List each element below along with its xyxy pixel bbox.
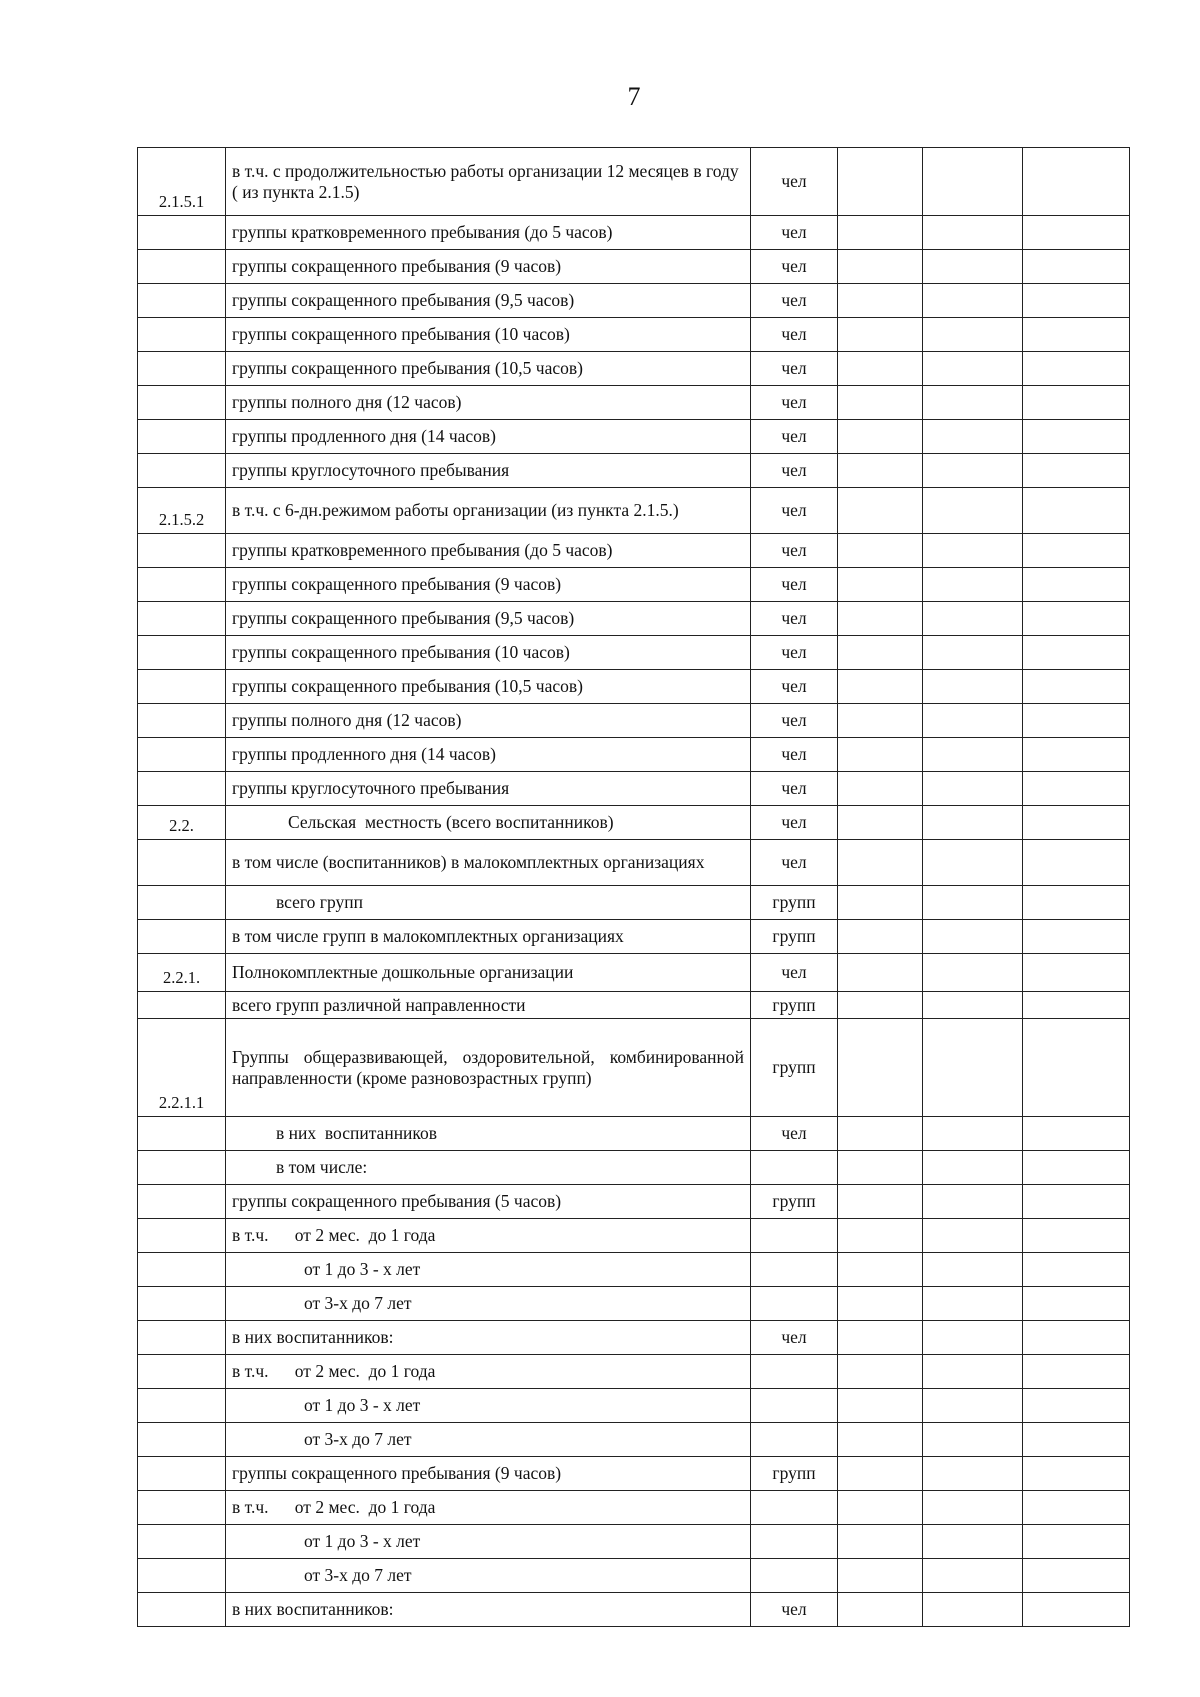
table-row	[138, 1253, 1130, 1287]
row-code	[138, 1525, 226, 1559]
value-cell-2	[923, 1253, 1023, 1287]
row-indicator-name: в т.ч. от 2 мес. до 1 года	[226, 1355, 751, 1389]
value-cell-2	[923, 840, 1023, 886]
row-unit: чел	[751, 534, 838, 568]
value-cell-1	[838, 704, 923, 738]
value-cell-1	[838, 1253, 923, 1287]
row-code	[138, 1457, 226, 1491]
row-unit	[751, 1559, 838, 1593]
row-indicator-name: группы кратковременного пребывания (до 5 часов)	[226, 534, 751, 568]
value-cell-2	[923, 352, 1023, 386]
value-cell-3	[1023, 1457, 1130, 1491]
value-cell-3	[1023, 1151, 1130, 1185]
value-cell-3	[1023, 954, 1130, 992]
value-cell-2	[923, 886, 1023, 920]
table-row	[138, 1185, 1130, 1219]
value-cell-2	[923, 1219, 1023, 1253]
row-code	[138, 1491, 226, 1525]
row-code: 2.1.5.1	[138, 148, 226, 216]
value-cell-1	[838, 738, 923, 772]
value-cell-3	[1023, 1593, 1130, 1627]
row-indicator-name: от 3-х до 7 лет	[226, 1287, 751, 1321]
row-indicator-name: в том числе (воспитанников) в малокомплектных организациях	[226, 840, 751, 886]
row-indicator-name: группы продленного дня (14 часов)	[226, 420, 751, 454]
value-cell-1	[838, 1525, 923, 1559]
table-row	[138, 1321, 1130, 1355]
row-unit: чел	[751, 1117, 838, 1151]
value-cell-3	[1023, 670, 1130, 704]
row-code	[138, 534, 226, 568]
row-code	[138, 920, 226, 954]
row-unit	[751, 1423, 838, 1457]
row-code	[138, 1593, 226, 1627]
value-cell-2	[923, 602, 1023, 636]
table-row	[138, 1491, 1130, 1525]
value-cell-2	[923, 670, 1023, 704]
value-cell-3	[1023, 250, 1130, 284]
value-cell-1	[838, 284, 923, 318]
row-indicator-name: группы сокращенного пребывания (10 часов)	[226, 636, 751, 670]
row-code	[138, 670, 226, 704]
value-cell-1	[838, 772, 923, 806]
value-cell-1	[838, 1457, 923, 1491]
row-unit: чел	[751, 420, 838, 454]
row-code	[138, 1219, 226, 1253]
page-number: 7	[627, 82, 641, 111]
value-cell-3	[1023, 386, 1130, 420]
value-cell-3	[1023, 534, 1130, 568]
value-cell-3	[1023, 1219, 1130, 1253]
value-cell-3	[1023, 454, 1130, 488]
table-row	[138, 488, 1130, 534]
table-row	[138, 352, 1130, 386]
row-indicator-name: группы круглосуточного пребывания	[226, 454, 751, 488]
value-cell-3	[1023, 992, 1130, 1019]
row-unit: чел	[751, 318, 838, 352]
row-code	[138, 1151, 226, 1185]
value-cell-1	[838, 670, 923, 704]
table-row	[138, 806, 1130, 840]
row-unit: чел	[751, 772, 838, 806]
value-cell-1	[838, 1355, 923, 1389]
row-indicator-name: группы продленного дня (14 часов)	[226, 738, 751, 772]
table-row	[138, 992, 1130, 1019]
value-cell-3	[1023, 352, 1130, 386]
table-row	[138, 1355, 1130, 1389]
table-row	[138, 920, 1130, 954]
value-cell-2	[923, 1559, 1023, 1593]
value-cell-3	[1023, 1321, 1130, 1355]
row-indicator-name: группы сокращенного пребывания (9 часов)	[226, 568, 751, 602]
row-unit: чел	[751, 386, 838, 420]
table-row	[138, 454, 1130, 488]
table-row	[138, 670, 1130, 704]
value-cell-2	[923, 250, 1023, 284]
value-cell-3	[1023, 568, 1130, 602]
row-unit: чел	[751, 670, 838, 704]
table-row	[138, 318, 1130, 352]
value-cell-3	[1023, 488, 1130, 534]
value-cell-1	[838, 318, 923, 352]
row-indicator-name: в т.ч. от 2 мес. до 1 года	[226, 1219, 751, 1253]
value-cell-1	[838, 216, 923, 250]
row-indicator-name: от 3-х до 7 лет	[226, 1559, 751, 1593]
row-unit: чел	[751, 454, 838, 488]
value-cell-2	[923, 636, 1023, 670]
value-cell-1	[838, 250, 923, 284]
value-cell-2	[923, 386, 1023, 420]
row-code	[138, 602, 226, 636]
row-code	[138, 1559, 226, 1593]
row-unit: групп	[751, 920, 838, 954]
value-cell-3	[1023, 148, 1130, 216]
table-row	[138, 148, 1130, 216]
value-cell-1	[838, 1117, 923, 1151]
row-unit: чел	[751, 1321, 838, 1355]
value-cell-3	[1023, 636, 1130, 670]
row-code: 2.1.5.2	[138, 488, 226, 534]
table-row	[138, 534, 1130, 568]
value-cell-1	[838, 534, 923, 568]
value-cell-1	[838, 352, 923, 386]
row-unit	[751, 1253, 838, 1287]
value-cell-2	[923, 318, 1023, 352]
row-code	[138, 992, 226, 1019]
row-unit: чел	[751, 148, 838, 216]
value-cell-2	[923, 488, 1023, 534]
table-row	[138, 886, 1130, 920]
row-unit	[751, 1151, 838, 1185]
value-cell-2	[923, 1151, 1023, 1185]
row-unit: чел	[751, 250, 838, 284]
table-row	[138, 1457, 1130, 1491]
row-unit: групп	[751, 1019, 838, 1117]
row-code	[138, 318, 226, 352]
row-unit	[751, 1355, 838, 1389]
table-row	[138, 704, 1130, 738]
value-cell-1	[838, 568, 923, 602]
value-cell-3	[1023, 704, 1130, 738]
row-unit	[751, 1287, 838, 1321]
row-indicator-name: в т.ч. с 6-дн.режимом работы организации (из пункта 2.1.5.)	[226, 488, 751, 534]
value-cell-2	[923, 1019, 1023, 1117]
value-cell-3	[1023, 1525, 1130, 1559]
value-cell-3	[1023, 886, 1130, 920]
row-unit: чел	[751, 284, 838, 318]
row-code	[138, 772, 226, 806]
table-row	[138, 1593, 1130, 1627]
table-row	[138, 1151, 1130, 1185]
value-cell-3	[1023, 1491, 1130, 1525]
row-indicator-name: группы сокращенного пребывания (10,5 часов)	[226, 352, 751, 386]
row-code	[138, 420, 226, 454]
value-cell-3	[1023, 840, 1130, 886]
value-cell-2	[923, 920, 1023, 954]
row-unit	[751, 1491, 838, 1525]
row-unit	[751, 1389, 838, 1423]
table-row	[138, 568, 1130, 602]
row-indicator-name: группы сокращенного пребывания (9 часов)	[226, 250, 751, 284]
value-cell-3	[1023, 1559, 1130, 1593]
row-indicator-name: всего групп различной направленности	[226, 992, 751, 1019]
table-row	[138, 420, 1130, 454]
table-row	[138, 250, 1130, 284]
value-cell-2	[923, 738, 1023, 772]
row-unit: чел	[751, 488, 838, 534]
table-row	[138, 954, 1130, 992]
row-indicator-name: Сельская местность (всего воспитанников)	[226, 806, 751, 840]
value-cell-3	[1023, 284, 1130, 318]
row-indicator-name: группы сокращенного пребывания (10 часов)	[226, 318, 751, 352]
table-row	[138, 216, 1130, 250]
value-cell-3	[1023, 1287, 1130, 1321]
row-unit: чел	[751, 216, 838, 250]
row-indicator-name: в них воспитанников:	[226, 1593, 751, 1627]
row-code	[138, 704, 226, 738]
table-row	[138, 1423, 1130, 1457]
table-row	[138, 738, 1130, 772]
value-cell-3	[1023, 318, 1130, 352]
value-cell-1	[838, 1389, 923, 1423]
value-cell-3	[1023, 1355, 1130, 1389]
value-cell-3	[1023, 806, 1130, 840]
value-cell-1	[838, 454, 923, 488]
row-indicator-name: от 1 до 3 - х лет	[226, 1253, 751, 1287]
value-cell-2	[923, 454, 1023, 488]
row-indicator-name: группы кратковременного пребывания (до 5 часов)	[226, 216, 751, 250]
value-cell-2	[923, 992, 1023, 1019]
row-code	[138, 352, 226, 386]
value-cell-1	[838, 840, 923, 886]
row-indicator-name: в них воспитанников:	[226, 1321, 751, 1355]
value-cell-1	[838, 148, 923, 216]
value-cell-2	[923, 806, 1023, 840]
row-code	[138, 1355, 226, 1389]
row-unit: групп	[751, 992, 838, 1019]
value-cell-3	[1023, 1019, 1130, 1117]
row-indicator-name: Группы общеразвивающей, оздоровительной, комбинированной направленности (кроме разновозрастных групп)	[226, 1019, 751, 1117]
value-cell-3	[1023, 1185, 1130, 1219]
value-cell-1	[838, 806, 923, 840]
value-cell-1	[838, 1559, 923, 1593]
row-code: 2.2.	[138, 806, 226, 840]
value-cell-1	[838, 420, 923, 454]
row-indicator-name: всего групп	[226, 886, 751, 920]
row-code	[138, 738, 226, 772]
value-cell-3	[1023, 738, 1130, 772]
row-code: 2.2.1.1	[138, 1019, 226, 1117]
row-unit: чел	[751, 704, 838, 738]
row-unit	[751, 1219, 838, 1253]
table-row	[138, 1525, 1130, 1559]
value-cell-1	[838, 1151, 923, 1185]
row-indicator-name: группы сокращенного пребывания (10,5 часов)	[226, 670, 751, 704]
row-unit: чел	[751, 954, 838, 992]
table-row	[138, 1019, 1130, 1117]
row-code	[138, 1389, 226, 1423]
row-indicator-name: группы круглосуточного пребывания	[226, 772, 751, 806]
value-cell-2	[923, 1491, 1023, 1525]
value-cell-2	[923, 1593, 1023, 1627]
value-cell-3	[1023, 420, 1130, 454]
row-unit: чел	[751, 1593, 838, 1627]
value-cell-1	[838, 1219, 923, 1253]
value-cell-1	[838, 1019, 923, 1117]
value-cell-1	[838, 992, 923, 1019]
row-unit: чел	[751, 352, 838, 386]
value-cell-3	[1023, 1117, 1130, 1151]
table-row	[138, 1117, 1130, 1151]
row-code	[138, 840, 226, 886]
row-code	[138, 1423, 226, 1457]
value-cell-2	[923, 534, 1023, 568]
table-row	[138, 1559, 1130, 1593]
row-code	[138, 216, 226, 250]
row-unit: чел	[751, 568, 838, 602]
row-indicator-name: в т.ч. с продолжительностью работы организации 12 месяцев в году ( из пункта 2.1.5)	[226, 148, 751, 216]
row-indicator-name: в них воспитанников	[226, 1117, 751, 1151]
value-cell-2	[923, 1117, 1023, 1151]
row-indicator-name: группы сокращенного пребывания (5 часов)	[226, 1185, 751, 1219]
row-unit: чел	[751, 636, 838, 670]
row-code	[138, 284, 226, 318]
statistics-table	[137, 147, 1130, 1627]
value-cell-2	[923, 1355, 1023, 1389]
row-code	[138, 250, 226, 284]
table-row	[138, 772, 1130, 806]
value-cell-1	[838, 954, 923, 992]
value-cell-2	[923, 1423, 1023, 1457]
table-row	[138, 602, 1130, 636]
row-indicator-name: в т.ч. от 2 мес. до 1 года	[226, 1491, 751, 1525]
row-code	[138, 386, 226, 420]
table-row	[138, 1389, 1130, 1423]
value-cell-1	[838, 920, 923, 954]
value-cell-3	[1023, 602, 1130, 636]
table-row	[138, 284, 1130, 318]
row-indicator-name: группы сокращенного пребывания (9 часов)	[226, 1457, 751, 1491]
row-indicator-name: от 1 до 3 - х лет	[226, 1389, 751, 1423]
row-unit: групп	[751, 1457, 838, 1491]
row-unit: групп	[751, 886, 838, 920]
row-code: 2.2.1.	[138, 954, 226, 992]
row-indicator-name: группы полного дня (12 часов)	[226, 704, 751, 738]
table-row	[138, 840, 1130, 886]
row-code	[138, 454, 226, 488]
value-cell-1	[838, 1321, 923, 1355]
value-cell-3	[1023, 772, 1130, 806]
value-cell-2	[923, 216, 1023, 250]
row-code	[138, 636, 226, 670]
row-indicator-name: группы сокращенного пребывания (9,5 часов)	[226, 602, 751, 636]
value-cell-2	[923, 772, 1023, 806]
value-cell-1	[838, 1593, 923, 1627]
value-cell-2	[923, 1457, 1023, 1491]
value-cell-3	[1023, 920, 1130, 954]
row-unit: чел	[751, 840, 838, 886]
row-indicator-name: группы полного дня (12 часов)	[226, 386, 751, 420]
value-cell-3	[1023, 1253, 1130, 1287]
value-cell-1	[838, 1287, 923, 1321]
row-code	[138, 1287, 226, 1321]
row-code	[138, 1185, 226, 1219]
row-unit: чел	[751, 738, 838, 772]
value-cell-1	[838, 886, 923, 920]
value-cell-2	[923, 568, 1023, 602]
row-code	[138, 1117, 226, 1151]
value-cell-2	[923, 1287, 1023, 1321]
row-unit: групп	[751, 1185, 838, 1219]
table-row	[138, 1219, 1130, 1253]
value-cell-2	[923, 1321, 1023, 1355]
row-indicator-name: в том числе групп в малокомплектных организациях	[226, 920, 751, 954]
value-cell-2	[923, 954, 1023, 992]
value-cell-2	[923, 420, 1023, 454]
value-cell-1	[838, 386, 923, 420]
value-cell-3	[1023, 216, 1130, 250]
value-cell-1	[838, 636, 923, 670]
table-row	[138, 386, 1130, 420]
row-indicator-name: от 1 до 3 - х лет	[226, 1525, 751, 1559]
row-code	[138, 886, 226, 920]
value-cell-3	[1023, 1389, 1130, 1423]
value-cell-2	[923, 1525, 1023, 1559]
value-cell-1	[838, 1423, 923, 1457]
row-code	[138, 568, 226, 602]
row-indicator-name: в том числе:	[226, 1151, 751, 1185]
value-cell-1	[838, 488, 923, 534]
row-indicator-name: Полнокомплектные дошкольные организации	[226, 954, 751, 992]
value-cell-1	[838, 602, 923, 636]
row-unit	[751, 1525, 838, 1559]
value-cell-2	[923, 1185, 1023, 1219]
value-cell-1	[838, 1491, 923, 1525]
value-cell-2	[923, 148, 1023, 216]
row-code	[138, 1253, 226, 1287]
row-unit: чел	[751, 602, 838, 636]
table-body	[138, 148, 1130, 1627]
value-cell-1	[838, 1185, 923, 1219]
value-cell-2	[923, 284, 1023, 318]
table-row	[138, 636, 1130, 670]
row-indicator-name: от 3-х до 7 лет	[226, 1423, 751, 1457]
row-indicator-name: группы сокращенного пребывания (9,5 часов)	[226, 284, 751, 318]
value-cell-2	[923, 704, 1023, 738]
value-cell-3	[1023, 1423, 1130, 1457]
value-cell-2	[923, 1389, 1023, 1423]
row-code	[138, 1321, 226, 1355]
table-row	[138, 1287, 1130, 1321]
row-unit: чел	[751, 806, 838, 840]
